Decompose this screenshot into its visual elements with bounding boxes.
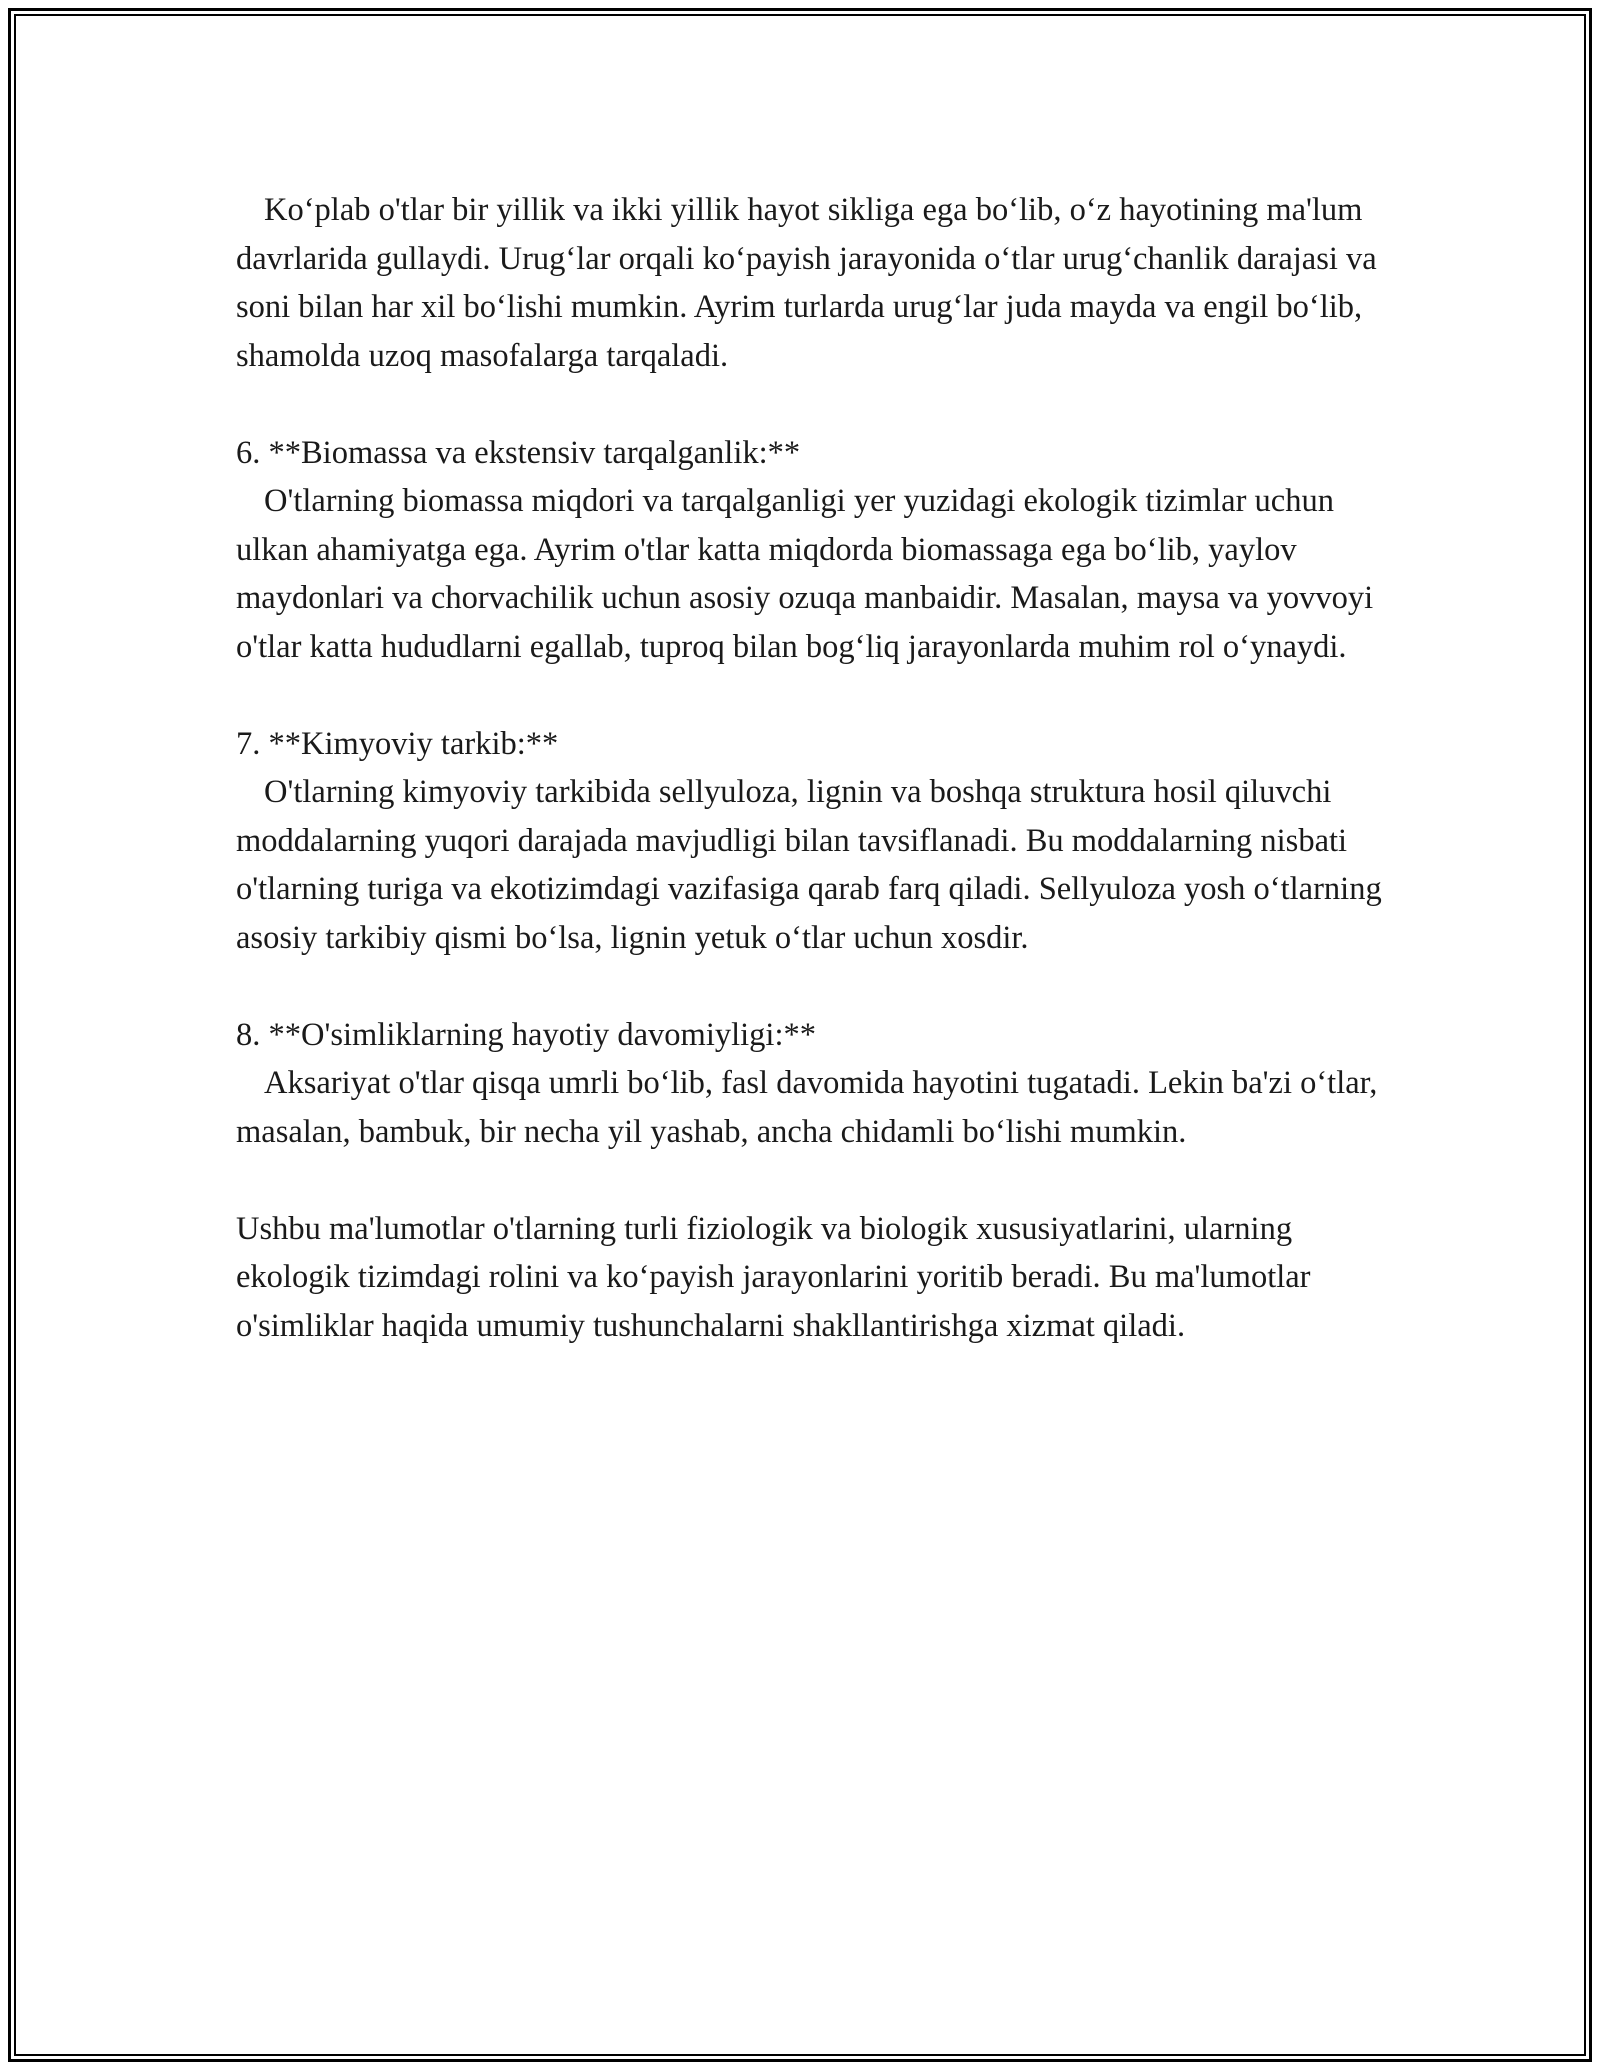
section-heading: 7. **Kimyoviy tarkib:** <box>236 725 559 762</box>
paragraph-text: Aksariyat o'tlar qisqa umrli bo‘lib, fasl davomida hayotini tugatadi. Lekin ba'zi o‘tlar, masalan, bambuk, bir necha yil yashab, ancha chidamli bo‘lishi mumkin. <box>236 1065 1386 1150</box>
paragraph-text: Ushbu ma'lumotlar o'tlarning turli fiziologik va biologik xususiyatlarini, ularning ekologik tizimdagi rolini va ko‘payish jarayonlarini yoritib beradi. Bu ma'lumotlar o'simliklar haqida umumiy tushunchalarni shakllantirishga xizmat qiladi. <box>236 1210 1319 1344</box>
paragraph-text: O'tlarning kimyoviy tarkibida sellyuloza, lignin va boshqa struktura hosil qiluvchi moddalarning yuqori darajada mavjudligi bilan tavsiflanadi. Bu moddalarning nisbati o'tlarning turiga va ekotizimdagi vazifasiga qarab farq qiladi. Sellyuloza yosh o‘tlarning asosiy tarkibiy qismi bo‘lsa, lignin yetuk o‘tlar uchun xosdir. <box>236 774 1390 956</box>
paragraph-text: O'tlarning biomassa miqdori va tarqalganligi yer yuzidagi ekologik tizimlar uchun ulkan ahamiyatga ega. Ayrim o'tlar katta miqdorda biomassaga ega bo‘lib, yaylov maydonlari va chorvachilik uchun asosiy ozuqa manbaidir. Masalan, maysa va yovvoyi o'tlar katta hududlarni egallab, tuproq bilan bog‘liq jarayonlarda muhim rol o‘ynaydi. <box>236 483 1382 665</box>
paragraph-conclusion <box>236 1205 1386 1351</box>
section-heading: 8. **O'simliklarning hayotiy davomiyligi:** <box>236 1016 816 1053</box>
section-6-biomassa <box>236 429 1386 672</box>
section-heading: 6. **Biomassa va ekstensiv tarqalganlik:** <box>236 434 801 471</box>
document-body <box>236 186 1390 1350</box>
paragraph-intro <box>236 186 1386 380</box>
paragraph-text: Ko‘plab o'tlar bir yillik va ikki yillik hayot sikliga ega bo‘lib, o‘z hayotining ma'lum davrlarida gullaydi. Urug‘lar orqali ko‘payish jarayonida o‘tlar urug‘chanlik darajasi va soni bilan har xil bo‘lishi mumkin. Ayrim turlarda urug‘lar juda mayda va engil bo‘lib, shamolda uzoq masofalarga tarqaladi. <box>236 192 1385 374</box>
section-8-hayotiy-davomiylik <box>236 1011 1386 1157</box>
section-7-kimyoviy-tarkib <box>236 720 1390 963</box>
